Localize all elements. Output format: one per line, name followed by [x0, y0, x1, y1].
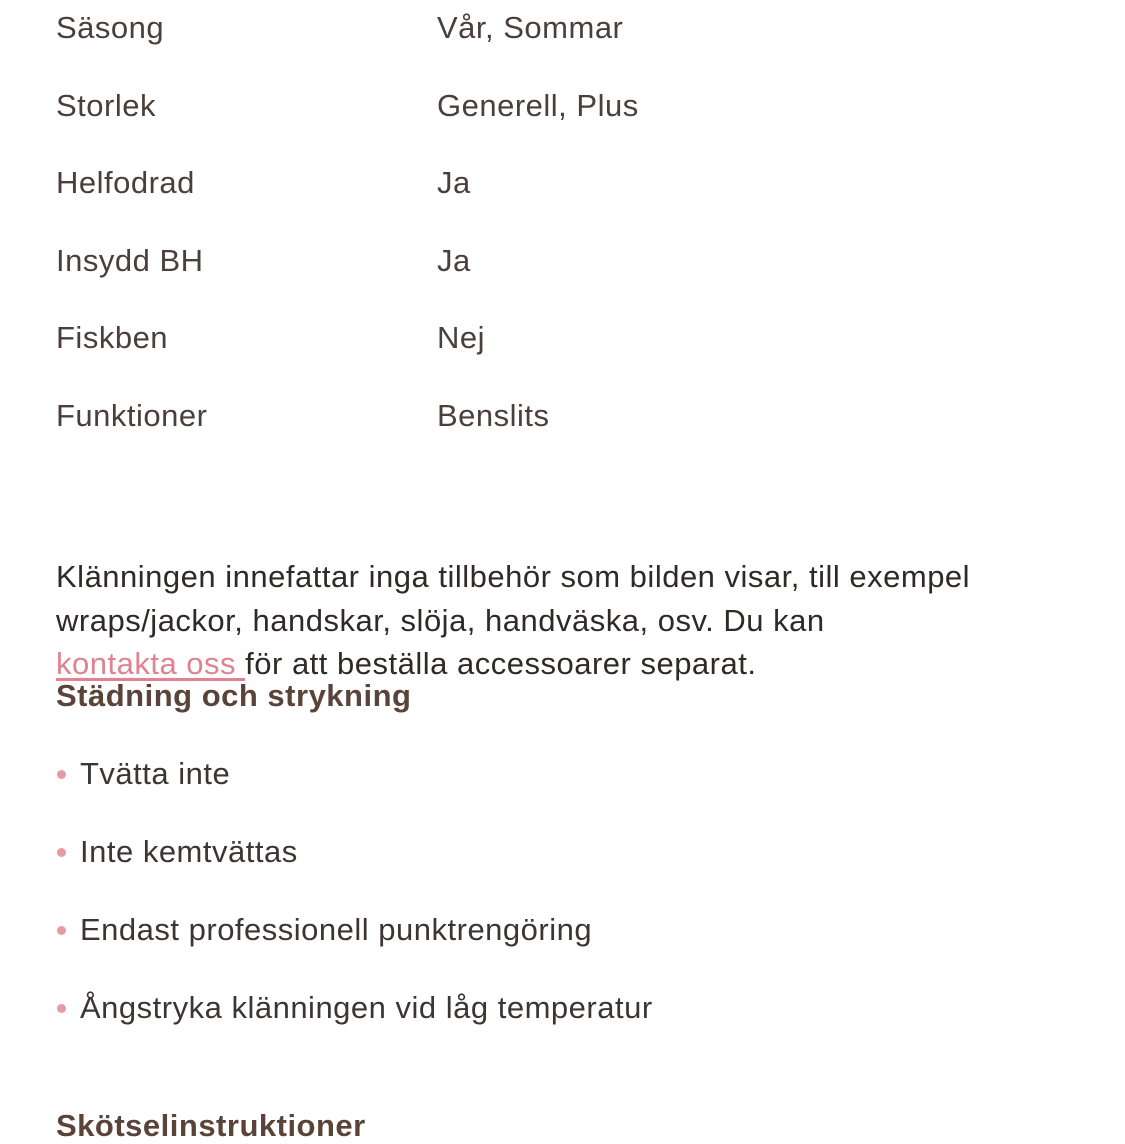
bullet-icon [57, 848, 66, 857]
spec-label: Insydd BH [56, 242, 204, 278]
spec-row-season [56, 0, 1066, 78]
spec-table [56, 0, 1066, 466]
spec-label: Helfodrad [56, 165, 195, 201]
bullet-icon [57, 1004, 66, 1013]
spec-label: Fiskben [56, 320, 169, 356]
spec-value: Benslits [437, 397, 550, 433]
spec-row-built-in-bra [56, 233, 1066, 311]
spec-value: Nej [437, 320, 486, 356]
spec-row-size [56, 78, 1066, 156]
spec-label: Funktioner [56, 397, 208, 433]
care-item-text: Inte kemtvättas [80, 834, 298, 869]
contact-us-link[interactable]: kontakta oss [56, 646, 246, 681]
care-heading: Städning och strykning [56, 678, 412, 713]
bullet-icon [57, 770, 66, 779]
spec-label: Säsong [56, 10, 165, 45]
note-text: Klänningen innefattar inga tillbehör som bilden visar, till exempel wraps/jackor, handskar, slöja, handväska, osv. Du kan [56, 559, 971, 638]
spec-row-lining [56, 155, 1066, 233]
next-section-heading: Skötselinstruktioner [56, 1108, 366, 1143]
spec-value: Generell, Plus [437, 87, 639, 123]
care-item-text: Endast professionell punktrengöring [80, 912, 593, 947]
spec-row-features [56, 388, 1066, 466]
spec-value: Ja [437, 165, 471, 201]
bullet-icon [57, 926, 66, 935]
care-item-text: Tvätta inte [80, 756, 231, 791]
spec-value: Vår, Sommar [437, 10, 624, 45]
spec-value: Ja [437, 242, 471, 278]
care-item-text: Ångstryka klänningen vid låg temperatur [80, 990, 653, 1025]
spec-label: Storlek [56, 87, 156, 123]
accessories-note [56, 555, 1086, 686]
spec-row-boning [56, 310, 1066, 388]
note-text-after: för att beställa accessoarer separat. [245, 646, 757, 681]
